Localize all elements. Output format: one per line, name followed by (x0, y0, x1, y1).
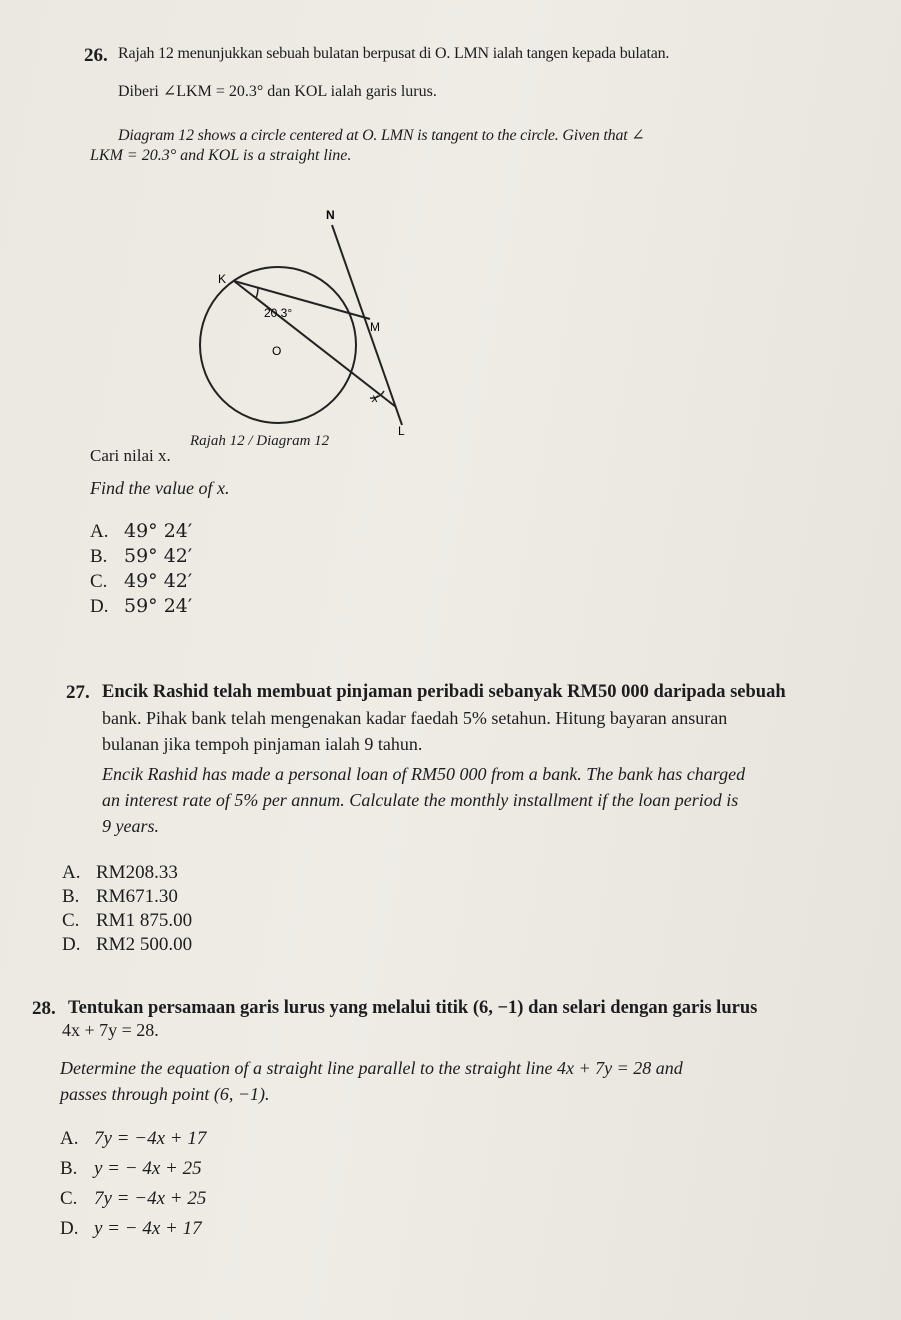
q26-number: 26. (84, 45, 108, 66)
label-k: K (218, 272, 227, 286)
q28-option-a[interactable] (60, 1128, 206, 1150)
option-letter: A. (62, 862, 81, 883)
q26-option-b[interactable] (90, 545, 192, 568)
q27-malay-line3: bulanan jika tempoh pinjaman ialah 9 tahun. (102, 734, 423, 754)
option-text: 7y = −4x + 17 (94, 1128, 207, 1149)
option-letter: A. (60, 1128, 79, 1149)
q28-option-b[interactable] (60, 1158, 202, 1180)
line-km (234, 281, 370, 319)
q26-option-d[interactable] (90, 595, 192, 618)
q27-malay-line2: bank. Pihak bank telah mengenakan kadar faedah 5% setahun. Hitung bayaran ansuran (102, 708, 728, 728)
option-text: 49° 42′ (124, 570, 193, 592)
q27-option-c[interactable] (62, 910, 192, 932)
q28-english-line1: Determine the equation of a straight line parallel to the straight line 4x + 7y = 28 and (60, 1058, 683, 1078)
q28-option-c[interactable] (60, 1188, 206, 1210)
option-letter: D. (62, 934, 81, 955)
option-letter: C. (60, 1188, 78, 1209)
q26-caption: Rajah 12 / Diagram 12 (190, 433, 330, 449)
label-x: x (372, 391, 378, 405)
q26-ask-malay: Cari nilai x. (90, 446, 171, 465)
option-text: RM208.33 (96, 862, 178, 883)
option-text: RM671.30 (96, 886, 178, 907)
q27-option-b[interactable] (62, 886, 178, 908)
angle-arc (256, 288, 258, 298)
q27-malay-line1: Encik Rashid telah membuat pinjaman peribadi sebanyak RM50 000 daripada sebuah (102, 682, 786, 702)
option-text: RM2 500.00 (96, 934, 193, 955)
q28-number: 28. (32, 998, 56, 1019)
option-text: 59° 24′ (124, 595, 193, 617)
option-letter: C. (90, 571, 108, 592)
option-letter: B. (60, 1158, 78, 1179)
option-text: y = − 4x + 25 (94, 1158, 202, 1179)
q26-english-line1: Diagram 12 shows a circle centered at O. LMN is tangent to the circle. Given that ∠ (118, 127, 645, 144)
q27-option-d[interactable] (62, 934, 192, 956)
q27-english-line1: Encik Rashid has made a personal loan of RM50 000 from a bank. The bank has charged (102, 764, 746, 784)
q26-english-line2: LKM = 20.3° and KOL is a straight line. (90, 147, 352, 164)
option-text: 49° 24′ (124, 520, 193, 542)
q26-diagram (180, 205, 440, 455)
q27-english-line2: an interest rate of 5% per annum. Calculate the monthly installment if the loan period is (102, 790, 739, 810)
q26-ask-english: Find the value of x. (90, 478, 230, 498)
label-n: N (326, 208, 335, 222)
option-text: 7y = −4x + 25 (94, 1188, 207, 1209)
q26-block (84, 44, 884, 164)
option-letter: D. (90, 596, 109, 617)
q26-malay-line1: Rajah 12 menunjukkan sebuah bulatan berpusat di O. LMN ialah tangen kepada bulatan. (118, 45, 670, 62)
q26-option-a[interactable] (90, 520, 192, 543)
q26-malay-line2: Diberi ∠LKM = 20.3° dan KOL ialah garis lurus. (118, 83, 437, 100)
q27-english-line3: 9 years. (102, 816, 159, 836)
q28-option-d[interactable] (60, 1218, 202, 1240)
line-kol (234, 281, 396, 407)
label-angle: 20.3° (264, 306, 293, 320)
option-text: y = − 4x + 17 (94, 1218, 202, 1239)
option-letter: D. (60, 1218, 79, 1239)
label-m: M (370, 320, 380, 334)
option-letter: B. (90, 546, 108, 567)
option-text: 59° 42′ (124, 545, 193, 567)
label-l: L (398, 424, 405, 438)
label-o: O (272, 344, 282, 358)
option-text: RM1 875.00 (96, 910, 193, 931)
q26-option-c[interactable] (90, 570, 192, 593)
tangent-line-lmn (332, 225, 402, 425)
option-letter: B. (62, 886, 80, 907)
q28-malay-line2: 4x + 7y = 28. (62, 1020, 159, 1040)
q28-malay-line1: Tentukan persamaan garis lurus yang melalui titik (6, −1) dan selari dengan garis lurus (68, 998, 758, 1018)
option-letter: C. (62, 910, 80, 931)
q27-number: 27. (66, 682, 90, 703)
option-letter: A. (90, 521, 109, 542)
q28-english-line2: passes through point (6, −1). (60, 1084, 270, 1104)
q27-option-a[interactable] (62, 862, 178, 884)
